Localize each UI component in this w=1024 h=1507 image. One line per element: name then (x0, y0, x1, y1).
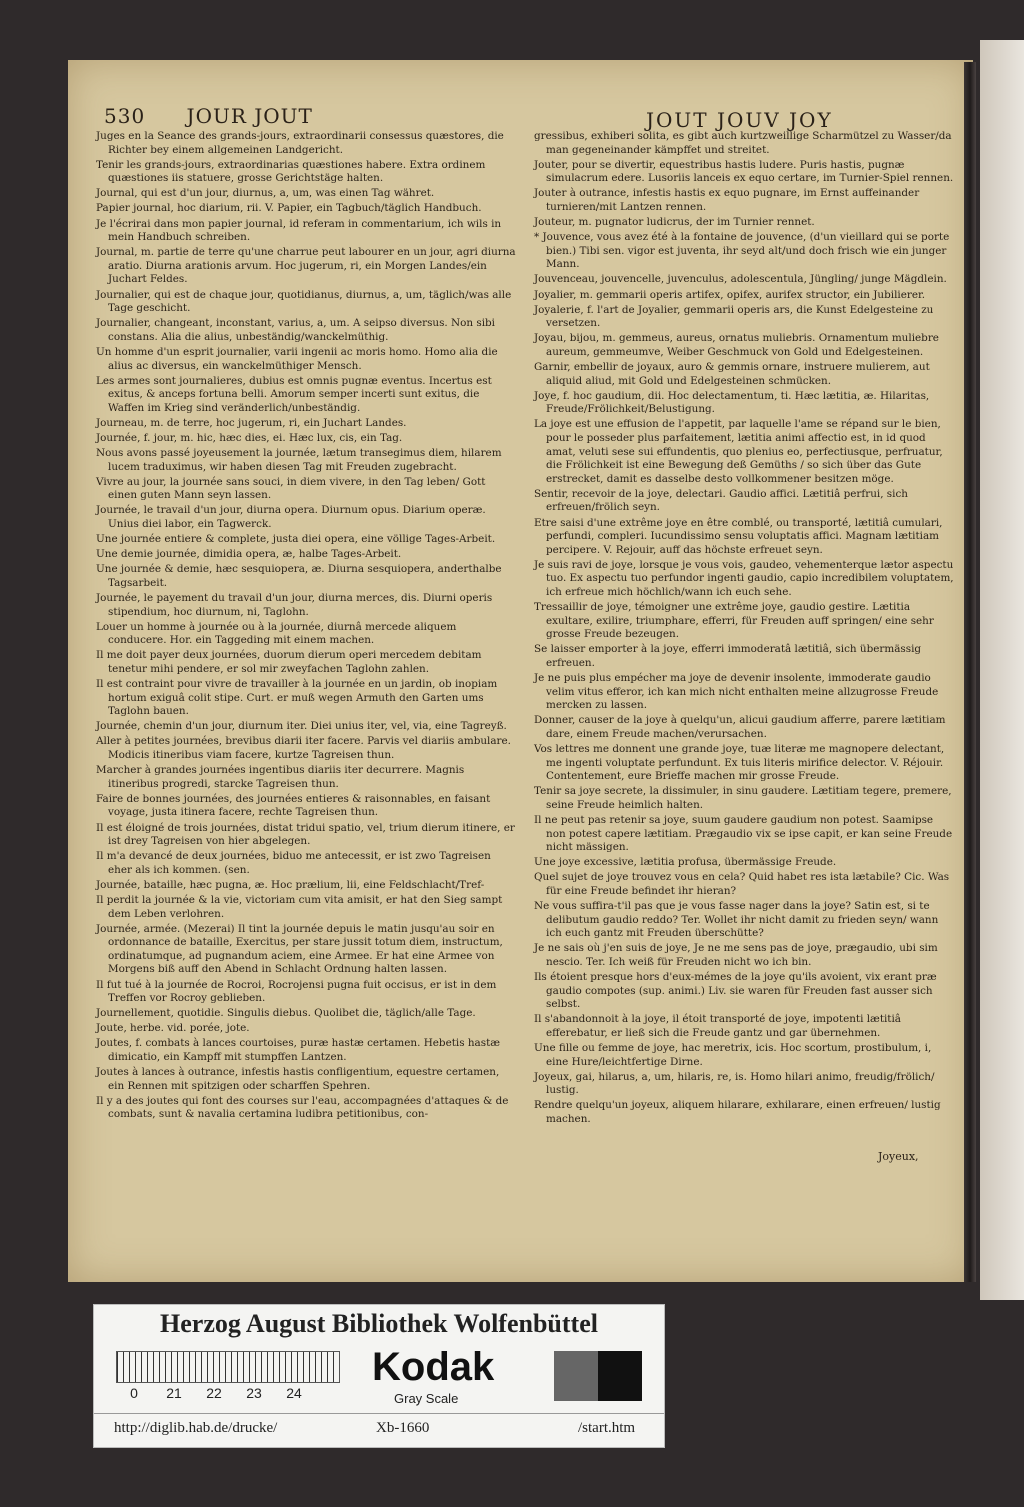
left-head-words: JOUR JOUT (186, 104, 313, 128)
gray-scale-label: Gray Scale (394, 1391, 459, 1406)
dictionary-entry: Vivre au jour, la journée sans souci, in diem vivere, in den Tag leben/ Gott einen guten Mann seyn lassen. (96, 475, 486, 502)
dictionary-entry: Je suis ravi de joye, lorsque je vous vois, gaudeo, vehementerque lætor aspectu tuo. Ex aspectu tuo perfundor ingenti gaudio, capio incredibilem voluptatem, ich erfreue mich höchlich/wann ich euch sehe. (534, 558, 954, 598)
dictionary-entry: Jouter, pour se divertir, equestribus hastis ludere. Puris hastis, pugnæ simulacrum edere. Lusoriis lanceis ex equo certare, im Turnier-Spiel rennen. (534, 158, 954, 185)
dictionary-entry: Il est éloigné de trois journées, distat tridui spatio, vel, trium dierum itinere, er ist drey Tagreisen von hier abgelegen. (96, 821, 515, 848)
left-column (96, 130, 516, 1123)
dictionary-entry: Joute, herbe. vid. porée, jote. (96, 1022, 250, 1035)
dictionary-entry: Journeau, m. de terre, hoc jugerum, ri, ein Juchart Landes. (96, 416, 407, 429)
measurement-ruler (116, 1351, 340, 1383)
dictionary-entry: Une demie journée, dimidia opera, æ, halbe Tages-Arbeit. (96, 548, 402, 561)
dictionary-entry: Rendre quelqu'un joyeux, aliquem hilarare, exhilarare, einen erfreuen/ lustig machen. (534, 1099, 941, 1125)
dictionary-entry: Papier journal, hoc diarium, rii. V. Papier, ein Tagbuch/täglich Handbuch. (96, 202, 482, 215)
dictionary-entry: Jouvenceau, jouvencelle, juvenculus, adolescentula, Jüngling/ junge Mägdlein. (534, 273, 947, 286)
dictionary-entry: Un homme d'un esprit journalier, varii ingenii ac moris homo. Homo alia die alius ac diversus, ein wanckelmüthiger Mensch. (96, 345, 498, 372)
dictionary-entry: Je l'écrirai dans mon papier journal, id referam in commentarium, ich wils in mein Handbuch schreiben. (96, 217, 502, 244)
dictionary-entry: La joye est une effusion de l'appetit, par laquelle l'ame se répand sur le bien, pour le posseder plus parfaitement, lætitia animi affectio est, in id quod amat, veluti sese sui effundentis, quo plenius eo, perfectiusque, perfruatur, die Frölichkeit ist eine Bewegung deß Gemüths / so sich über das Gute erstrecket, damit es dasselbe desto vollkommener besitzen möge. (534, 418, 943, 485)
dictionary-entry: Les armes sont journalieres, dubius est omnis pugnæ eventus. Incertus est exitus, & anceps fortuna belli. Amorum semper incerti sunt exitus, die Waffen im Krieg sind veränderlich/unbeständig. (96, 374, 492, 414)
binding-gutter (964, 62, 976, 1282)
dictionary-entry: Journal, m. partie de terre qu'une charrue peut labourer en un jour, agri diurna aratio. Diurna arationis arvum. Hoc jugerum, ri, ein Morgen Landes/ein Juchart Feldes. (96, 246, 516, 286)
dictionary-entry: Je ne sais où j'en suis de joye, Je ne me sens pas de joye, prægaudio, ubi sim nescio. Ter. Ich weiß für Freuden nicht wo ich bin. (534, 942, 938, 968)
dictionary-entry: Il ne peut pas retenir sa joye, suum gaudere gaudium non potest. Saamipse non potest capere lætitiam. Prægaudio vix se ipse capit, er kan seine Freude nicht mässigen. (534, 814, 953, 854)
url-link[interactable]: http://diglib.hab.de/drucke/ (114, 1420, 278, 1436)
dictionary-entry: Nous avons passé joyeusement la journée, lætum transegimus diem, hilarem lucem traduximus, wir haben diesen Tag mit Freuden zugebracht. (96, 447, 502, 473)
scale-number: 24 (286, 1385, 302, 1401)
dictionary-entry: Tenir les grands-jours, extraordinarias quæstiones habere. Extra ordinem quæstiones iis statuere, grosse Gerichtstäge halten. (96, 158, 486, 185)
dictionary-entry: Louer un homme à journée ou à la journée, diurnâ mercede aliquem conducere. Hor. ein Taggeding mit einem machen. (96, 620, 457, 647)
running-head-right: JOUT JOUV JOY (646, 108, 833, 132)
catchword: Joyeux, (878, 1150, 919, 1163)
dictionary-entry: Jouteur, m. pugnator ludicrus, der im Turnier rennet. (534, 216, 815, 229)
dictionary-entry: Journalier, qui est de chaque jour, quotidianus, diurnus, a, um, täglich/was alle Tage geschicht. (96, 288, 512, 315)
dictionary-entry: Il m'a devancé de deux journées, biduo me antecessit, er ist zwo Tagreisen eher als ich kommen. (sen. (96, 850, 491, 876)
library-name: Herzog August Bibliothek Wolfenbüttel (160, 1309, 598, 1338)
dictionary-entry: Une joye excessive, lætitia profusa, übermässige Freude. (534, 856, 837, 869)
dictionary-entry: Tressaillir de joye, témoigner une extrême joye, gaudio gestire. Lætitia exultare, exilire, triumphare, efferri, für Freuden auff springen/ eine sehr grosse Freude bezeugen. (534, 601, 934, 641)
dictionary-entry: Joutes à lances à outrance, infestis hastis confligentium, equestre certamen, ein Rennen mit spitzigen oder scharffen Spehren. (96, 1066, 500, 1092)
dictionary-entry: Marcher à grandes journées ingentibus diariis iter decurrere. Magnis itineribus progredi, starcke Tagreisen thun. (96, 764, 465, 790)
dictionary-entry: Journée, armée. (Mezerai) Il tint la journée depuis le matin jusqu'au soir en ordonnance de bataille, Exercitus, per stare jussit totum diem, instructum, ordinatumque, ad pugnandum aciem, eine Armee. Er hat eine Armee von Morgens biß auff den Abend in Schlacht Ordnung halten lassen. (96, 922, 503, 976)
dictionary-entry: Je ne puis plus empécher ma joye de devenir insolente, immoderate gaudio velim vitus efferor, ich kan mich nicht enthalten meine allzugrosse Freude mercken zu lassen. (534, 672, 939, 712)
book-page (68, 60, 973, 1282)
dictionary-entry: Joyau, bijou, m. gemmeus, aureus, ornatus muliebris. Ornamentum muliebre aureum, gemmeumve, Weiber Geschmuck von Gold und Edelgesteinen. (534, 332, 939, 358)
dictionary-entry: Journée, f. jour, m. hic, hæc dies, ei. Hæc lux, cis, ein Tag. (96, 431, 403, 444)
dictionary-entry: Journellement, quotidie. Singulis diebus. Quolibet die, täglich/alle Tage. (96, 1007, 476, 1020)
dictionary-entry: Il y a des joutes qui font des courses sur l'eau, accompagnées d'attaques & de combats, sunt & navalia certamina ludibra petitionibus, con- (96, 1094, 509, 1121)
dictionary-entry: Il est contraint pour vivre de travailler à la journée en un jardin, ob inopiam hortum exiguâ colit stipe. Curt. er muß wegen Armuth den Garten ums Taglohn bauen. (96, 678, 498, 718)
dictionary-entry: Il perdit la journée & la vie, victoriam cum vita amisit, er hat den Sieg sampt dem Leben verlohren. (96, 893, 503, 920)
dictionary-entry: Ne vous suffira-t'il pas que je vous fasse nager dans la joye? Satin est, si te delibutum gaudio reddo? Ter. Wollet ihr nicht damit zu frieden seyn/ wann ich euch gantz mit Freuden überschütte? (534, 900, 939, 940)
scale-number: 23 (246, 1385, 262, 1401)
dictionary-entry: Il me doit payer deux journées, duorum dierum operi mercedem debitam tenetur mihi pendere, er sol mir zweyfachen Taglohn zahlen. (96, 649, 482, 675)
dictionary-entry: Il s'abandonnoit à la joye, il étoit transporté de joye, impotenti lætitiâ efferebatur, er ließ sich die Freude gantz und gar übernehmen. (534, 1013, 902, 1039)
page-number: 530 (104, 104, 146, 128)
dictionary-entry: Journée, bataille, hæc pugna, æ. Hoc prælium, lii, eine Feldschlacht/Tref- (96, 878, 485, 891)
dictionary-entry: Journée, le travail d'un jour, diurna opera. Diurnum opus. Diarium operæ. Unius diei labor, ein Tagwerck. (96, 504, 486, 531)
card-footer (94, 1413, 664, 1444)
dictionary-entry: Journée, le payement du travail d'un jour, diurna merces, dis. Diurni operis stipendium, hoc diurnum, ni, Taglohn. (96, 592, 493, 618)
dictionary-entry: Donner, causer de la joye à quelqu'un, alicui gaudium afferre, parere lætitiam dare, einem Freude machen/verursachen. (534, 714, 946, 740)
dictionary-entry: Faire de bonnes journées, des journées entieres & raisonnables, en faisant voyage, justa itinera facere, rechte Tagreisen thun. (96, 792, 491, 819)
dictionary-entry: Il fut tué à la journée de Rocroi, Rocrojensi pugna fuit occisus, er ist in dem Treffen vor Rocroy geblieben. (96, 978, 497, 1005)
dictionary-entry: Une fille ou femme de joye, hac meretrix, icis. Hoc scortum, prostibulum, i, eine Hure/leichtfertige Dirne. (534, 1042, 932, 1068)
running-head-left (104, 104, 504, 128)
dictionary-entry: Vos lettres me donnent une grande joye, tuæ literæ me magnopere delectant, me ingenti voluptate perfundunt. Ex tuis literis mirifice delector. V. Réjouir. Contentement, eure Brieffe machen mir grosse Freude. (534, 743, 945, 783)
kodak-brand: Kodak (372, 1345, 495, 1389)
ruler-scale-numbers (114, 1385, 354, 1401)
dictionary-entry: Une journée entiere & complete, justa diei opera, eine völlige Tages-Arbeit. (96, 533, 496, 546)
scale-number: 22 (206, 1385, 222, 1401)
kodak-target-card (93, 1304, 665, 1448)
gray-swatch-black (598, 1351, 642, 1401)
dictionary-entry: Sentir, recevoir de la joye, delectari. Gaudio affici. Lætitiâ perfrui, sich erfreuen/frölich seyn. (534, 487, 908, 514)
shelfmark: Xb-1660 (376, 1420, 430, 1436)
scale-number: 0 (130, 1385, 138, 1401)
dictionary-entry: Se laisser emporter à la joye, efferri immoderatâ lætitiâ, sich übermässig erfreuen. (534, 643, 922, 669)
dictionary-entry: Etre saisi d'une extrême joye en être comblé, ou transporté, lætitiâ cumulari, perfundi, compleri. Iucundissimo sensu voluptatis affici. Magnam lætitiam percipere. V. Rejouir, auff das höchste erfreuet seyn. (534, 516, 943, 556)
dictionary-entry: Juges en la Seance des grands-jours, extraordinarii consessus quæstores, die Richter bey einem allgemeinen Landgericht. (96, 130, 504, 156)
dictionary-entry: Joyeux, gai, hilarus, a, um, hilaris, re, is. Homo hilari animo, freudig/frölich/ lustig. (534, 1070, 935, 1097)
adjacent-page-edge (980, 40, 1024, 1300)
scale-number: 21 (166, 1385, 182, 1401)
dictionary-entry: gressibus, exhiberi solita, es gibt auch kurtzweillige Scharmützel zu Wasser/da man gegeneinander kämpffet und streitet. (534, 130, 952, 156)
dictionary-entry: Ils étoient presque hors d'eux-mémes de la joye qu'ils avoient, vix erant præ gaudio compotes (sup. animi.) Liv. sie waren für Freuden fast ausser sich selbst. (534, 971, 937, 1011)
dictionary-entry: Quel sujet de joye trouvez vous en cela? Quid habet res ista lætabile? Cic. Was für eine Freude befindet ihr hieran? (534, 871, 950, 897)
dictionary-entry: * Jouvence, vous avez été à la fontaine de jouvence, (d'un vieillard qui se porte bien.) Tibi sen. vigor est juventa, ihr seyd alt/und doch frisch wie ein junger Mann. (534, 231, 950, 271)
dictionary-entry: Une journée & demie, hæc sesquiopera, æ. Diurna sesquiopera, anderthalbe Tagsarbeit. (96, 563, 502, 589)
dictionary-entry: Journal, qui est d'un jour, diurnus, a, um, was einen Tag währet. (96, 187, 435, 200)
start-link[interactable]: /start.htm (578, 1420, 636, 1436)
dictionary-entry: Garnir, embellir de joyaux, auro & gemmis ornare, instruere mulierem, aut aliquid aliud, mit Gold und Edelgesteinen schmücken. (534, 361, 930, 387)
dictionary-entry: Joutes, f. combats à lances courtoises, puræ hastæ certamen. Hebetis hastæ dimicatio, ein Kampff mit stumpffen Lantzen. (96, 1037, 501, 1063)
dictionary-entry: Journalier, changeant, inconstant, varius, a, um. A seipso diversus. Non sibi constans. Alia die alius, unbeständig/wanckelmüthig. (96, 317, 496, 343)
dictionary-entry: Aller à petites journées, brevibus diarii iter facere. Parvis vel diariis ambulare. Modicis itineribus viam facere, kurtze Tagreisen thun. (96, 735, 511, 762)
dictionary-entry: Journée, chemin d'un jour, diurnum iter. Diei unius iter, vel, via, eine Tagreyß. (96, 720, 507, 733)
dictionary-entry: Joyalerie, f. l'art de Joyalier, gemmarii operis ars, die Kunst Edelgesteine zu versetzen. (534, 303, 934, 330)
gray-swatch-dark (554, 1351, 598, 1401)
dictionary-entry: Jouter à outrance, infestis hastis ex equo pugnare, im Ernst auffeinander turnieren/mit Lantzen rennen. (534, 187, 920, 213)
dictionary-entry: Joye, f. hoc gaudium, dii. Hoc delectamentum, ti. Hæc lætitia, æ. Hilaritas, Freude/Frölichkeit/Belustigung. (534, 389, 930, 416)
dictionary-entry: Tenir sa joye secrete, la dissimuler, in sinu gaudere. Lætitiam tegere, premere, seine Freude heimlich halten. (534, 785, 952, 811)
right-column (534, 130, 954, 1128)
dictionary-entry: Joyalier, m. gemmarii operis artifex, opifex, aurifex structor, ein Jubilierer. (534, 288, 926, 301)
